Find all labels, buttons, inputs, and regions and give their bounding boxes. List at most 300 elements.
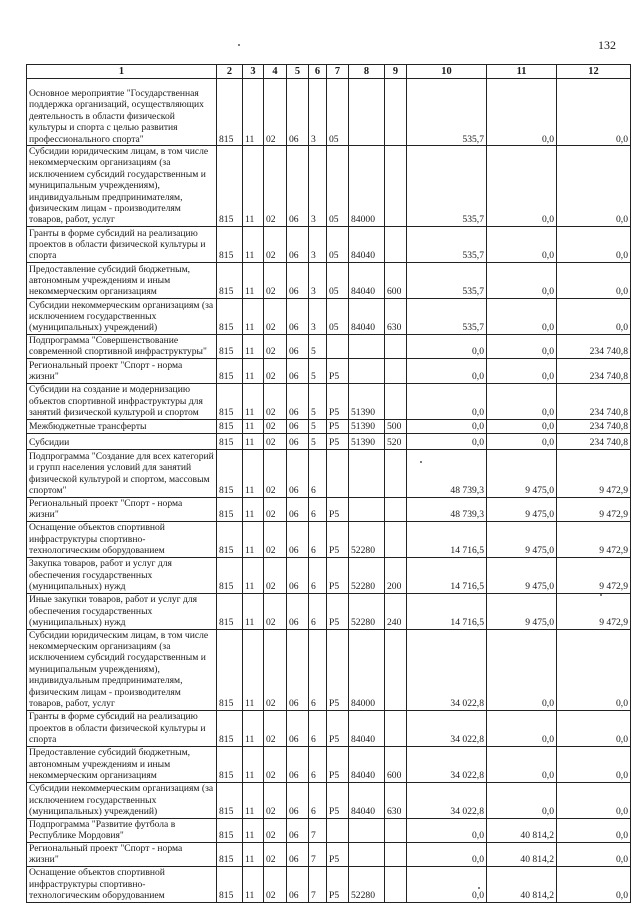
- scan-speck: [478, 887, 480, 889]
- col10-value: 48 739,3: [407, 497, 487, 521]
- table-row: [27, 298, 631, 334]
- col8-cell: [349, 842, 385, 866]
- col12-value: 0,0: [557, 710, 631, 746]
- col2-cell: 815: [217, 298, 243, 334]
- col4-cell: 02: [264, 334, 287, 358]
- row-name: Основное мероприятие "Государственная поддержка организаций, осуществляющих деятельность в области физической культуры и спорта с целью развития профессионального спорта": [27, 79, 217, 146]
- col5-cell: 06: [287, 497, 309, 521]
- col4-cell: 02: [264, 629, 287, 710]
- col9-cell: 600: [385, 262, 407, 298]
- col11-value: 0,0: [487, 746, 557, 782]
- row-name: Региональный проект "Спорт - норма жизни": [27, 358, 217, 383]
- col12-value: 234 740,8: [557, 419, 631, 433]
- col2-cell: 815: [217, 521, 243, 557]
- col3-cell: 11: [243, 818, 264, 842]
- col8-cell: 84040: [349, 710, 385, 746]
- col10-value: 535,7: [407, 262, 487, 298]
- col7-cell: P5: [327, 433, 349, 449]
- col9-cell: [385, 497, 407, 521]
- col11-value: 0,0: [487, 710, 557, 746]
- col3-cell: 11: [243, 782, 264, 818]
- col6-cell: 7: [309, 842, 327, 866]
- col2-cell: 815: [217, 746, 243, 782]
- col7-cell: P5: [327, 866, 349, 902]
- col7-cell: 05: [327, 262, 349, 298]
- col5-cell: 06: [287, 419, 309, 433]
- col12-value: 0,0: [557, 226, 631, 262]
- col9-cell: [385, 842, 407, 866]
- row-name: Предоставление субсидий бюджетным, автономным учреждениям и иным некоммерческим организациям: [27, 746, 217, 782]
- col10-value: 14 716,5: [407, 521, 487, 557]
- col4-cell: 02: [264, 419, 287, 433]
- col11-value: 0,0: [487, 358, 557, 383]
- col10-value: 535,7: [407, 298, 487, 334]
- col10-value: 14 716,5: [407, 557, 487, 593]
- row-name: Субсидии: [27, 433, 217, 449]
- col2-cell: 815: [217, 146, 243, 227]
- col3-cell: 11: [243, 629, 264, 710]
- col4-cell: 02: [264, 866, 287, 902]
- table-row: [27, 710, 631, 746]
- col11-value: 0,0: [487, 782, 557, 818]
- col10-value: 0,0: [407, 383, 487, 419]
- col6-cell: 6: [309, 782, 327, 818]
- col9-cell: [385, 358, 407, 383]
- col11-value: 9 475,0: [487, 557, 557, 593]
- col4-cell: 02: [264, 358, 287, 383]
- col9-cell: 630: [385, 298, 407, 334]
- col2-cell: 815: [217, 866, 243, 902]
- col5-cell: 06: [287, 557, 309, 593]
- table-row: [27, 866, 631, 902]
- col11-value: 9 475,0: [487, 593, 557, 629]
- col6-cell: 7: [309, 866, 327, 902]
- col7-cell: [327, 818, 349, 842]
- col4-cell: 02: [264, 226, 287, 262]
- col12-value: 9 472,9: [557, 497, 631, 521]
- table-row: [27, 593, 631, 629]
- col7-cell: P5: [327, 497, 349, 521]
- row-name: Гранты в форме субсидий на реализацию проектов в области физической культуры и спорта: [27, 226, 217, 262]
- col6-cell: 6: [309, 593, 327, 629]
- table-row: [27, 146, 631, 227]
- col6-cell: 3: [309, 262, 327, 298]
- col7-cell: 05: [327, 79, 349, 146]
- col5-cell: 06: [287, 262, 309, 298]
- col12-value: 0,0: [557, 782, 631, 818]
- col8-cell: 51390: [349, 419, 385, 433]
- col7-cell: [327, 449, 349, 497]
- col10-value: 0,0: [407, 419, 487, 433]
- col-header: 10: [407, 65, 487, 79]
- col2-cell: 815: [217, 449, 243, 497]
- col9-cell: [385, 383, 407, 419]
- col9-cell: [385, 334, 407, 358]
- col6-cell: 6: [309, 449, 327, 497]
- col10-value: 0,0: [407, 334, 487, 358]
- col4-cell: 02: [264, 710, 287, 746]
- row-name: Гранты в форме субсидий на реализацию проектов в области физической культуры и спорта: [27, 710, 217, 746]
- table-row: [27, 782, 631, 818]
- col9-cell: [385, 146, 407, 227]
- row-name: Региональный проект "Спорт - норма жизни": [27, 497, 217, 521]
- col9-cell: [385, 226, 407, 262]
- col12-value: 9 472,9: [557, 521, 631, 557]
- col3-cell: 11: [243, 383, 264, 419]
- col8-cell: [349, 358, 385, 383]
- col4-cell: 02: [264, 383, 287, 419]
- col11-value: 0,0: [487, 433, 557, 449]
- col4-cell: 02: [264, 557, 287, 593]
- col8-cell: 51390: [349, 383, 385, 419]
- col10-value: 0,0: [407, 842, 487, 866]
- col6-cell: 6: [309, 521, 327, 557]
- col9-cell: [385, 866, 407, 902]
- col6-cell: 5: [309, 358, 327, 383]
- col8-cell: 52280: [349, 521, 385, 557]
- col-header: 1: [27, 65, 217, 79]
- col9-cell: 240: [385, 593, 407, 629]
- col12-value: 0,0: [557, 262, 631, 298]
- col4-cell: 02: [264, 146, 287, 227]
- col4-cell: 02: [264, 298, 287, 334]
- col11-value: 0,0: [487, 419, 557, 433]
- col11-value: 0,0: [487, 629, 557, 710]
- col7-cell: P5: [327, 358, 349, 383]
- col11-value: 0,0: [487, 334, 557, 358]
- col6-cell: 5: [309, 433, 327, 449]
- col9-cell: [385, 79, 407, 146]
- table-row: [27, 629, 631, 710]
- col3-cell: 11: [243, 449, 264, 497]
- row-name: Подпрограмма "Создание для всех категорий и групп населения условий для занятий физической культурой и спортом, массовым спортом": [27, 449, 217, 497]
- col10-value: 0,0: [407, 866, 487, 902]
- col10-value: 0,0: [407, 433, 487, 449]
- col7-cell: 05: [327, 226, 349, 262]
- row-name: Оснащение объектов спортивной инфраструктуры спортивно-технологическим оборудованием: [27, 866, 217, 902]
- col2-cell: 815: [217, 358, 243, 383]
- col12-value: 234 740,8: [557, 433, 631, 449]
- col5-cell: 06: [287, 710, 309, 746]
- col12-value: 0,0: [557, 629, 631, 710]
- col10-value: 0,0: [407, 358, 487, 383]
- col3-cell: 11: [243, 710, 264, 746]
- col3-cell: 11: [243, 842, 264, 866]
- col4-cell: 02: [264, 262, 287, 298]
- scan-speck: [238, 44, 240, 46]
- col5-cell: 06: [287, 521, 309, 557]
- col2-cell: 815: [217, 629, 243, 710]
- col3-cell: 11: [243, 146, 264, 227]
- budget-table: [26, 64, 631, 903]
- table-row: [27, 521, 631, 557]
- col3-cell: 11: [243, 358, 264, 383]
- col2-cell: 815: [217, 842, 243, 866]
- col11-value: 0,0: [487, 262, 557, 298]
- col11-value: 0,0: [487, 226, 557, 262]
- col6-cell: 6: [309, 746, 327, 782]
- col10-value: 0,0: [407, 818, 487, 842]
- col6-cell: 7: [309, 818, 327, 842]
- col2-cell: 815: [217, 419, 243, 433]
- col10-value: 535,7: [407, 79, 487, 146]
- col9-cell: [385, 629, 407, 710]
- col6-cell: 6: [309, 629, 327, 710]
- table-row: [27, 557, 631, 593]
- col5-cell: 06: [287, 79, 309, 146]
- col3-cell: 11: [243, 866, 264, 902]
- col5-cell: 06: [287, 593, 309, 629]
- col8-cell: [349, 449, 385, 497]
- col8-cell: 84040: [349, 262, 385, 298]
- col3-cell: 11: [243, 497, 264, 521]
- col5-cell: 06: [287, 334, 309, 358]
- row-name: Подпрограмма "Совершенствование современной спортивной инфраструктуры": [27, 334, 217, 358]
- col9-cell: 520: [385, 433, 407, 449]
- col12-value: 0,0: [557, 746, 631, 782]
- col5-cell: 06: [287, 866, 309, 902]
- col4-cell: 02: [264, 497, 287, 521]
- col8-cell: 84040: [349, 298, 385, 334]
- col2-cell: 815: [217, 334, 243, 358]
- col4-cell: 02: [264, 433, 287, 449]
- col3-cell: 11: [243, 557, 264, 593]
- col2-cell: 815: [217, 710, 243, 746]
- col12-value: 0,0: [557, 842, 631, 866]
- col-header: 3: [243, 65, 264, 79]
- table-row: [27, 449, 631, 497]
- col7-cell: P5: [327, 842, 349, 866]
- col11-value: 0,0: [487, 79, 557, 146]
- table-row: [27, 383, 631, 419]
- col5-cell: 06: [287, 226, 309, 262]
- col12-value: 9 472,9: [557, 557, 631, 593]
- col4-cell: 02: [264, 842, 287, 866]
- col7-cell: P5: [327, 629, 349, 710]
- col5-cell: 06: [287, 433, 309, 449]
- col12-value: 0,0: [557, 79, 631, 146]
- col10-value: 48 739,3: [407, 449, 487, 497]
- col4-cell: 02: [264, 746, 287, 782]
- row-name: Закупка товаров, работ и услуг для обеспечения государственных (муниципальных) нужд: [27, 557, 217, 593]
- col5-cell: 06: [287, 358, 309, 383]
- col5-cell: 06: [287, 383, 309, 419]
- col8-cell: 52280: [349, 866, 385, 902]
- col2-cell: 815: [217, 557, 243, 593]
- col6-cell: 5: [309, 334, 327, 358]
- col10-value: 14 716,5: [407, 593, 487, 629]
- table-row: [27, 419, 631, 433]
- col11-value: 9 475,0: [487, 521, 557, 557]
- col3-cell: 11: [243, 746, 264, 782]
- col-header: 11: [487, 65, 557, 79]
- col7-cell: [327, 334, 349, 358]
- col10-value: 535,7: [407, 226, 487, 262]
- col8-cell: 84040: [349, 782, 385, 818]
- col11-value: 9 475,0: [487, 449, 557, 497]
- col3-cell: 11: [243, 226, 264, 262]
- col8-cell: 51390: [349, 433, 385, 449]
- col3-cell: 11: [243, 334, 264, 358]
- col6-cell: 6: [309, 497, 327, 521]
- scan-speck: [600, 594, 602, 596]
- col6-cell: 5: [309, 419, 327, 433]
- col7-cell: P5: [327, 419, 349, 433]
- col2-cell: 815: [217, 383, 243, 419]
- col-header: 8: [349, 65, 385, 79]
- scan-speck: [420, 461, 422, 463]
- col9-cell: 200: [385, 557, 407, 593]
- col7-cell: P5: [327, 383, 349, 419]
- table-row: [27, 334, 631, 358]
- col11-value: 9 475,0: [487, 497, 557, 521]
- col4-cell: 02: [264, 782, 287, 818]
- col-header: 5: [287, 65, 309, 79]
- col12-value: 0,0: [557, 146, 631, 227]
- col5-cell: 06: [287, 842, 309, 866]
- table-row: [27, 842, 631, 866]
- col-header: 12: [557, 65, 631, 79]
- col3-cell: 11: [243, 593, 264, 629]
- col10-value: 34 022,8: [407, 746, 487, 782]
- col4-cell: 02: [264, 449, 287, 497]
- col7-cell: P5: [327, 557, 349, 593]
- row-name: Субсидии некоммерческим организациям (за исключением государственных (муниципальных) учреждений): [27, 782, 217, 818]
- page-number: 132: [598, 38, 616, 52]
- col6-cell: 6: [309, 710, 327, 746]
- col5-cell: 06: [287, 146, 309, 227]
- col4-cell: 02: [264, 79, 287, 146]
- col5-cell: 06: [287, 746, 309, 782]
- col11-value: 0,0: [487, 298, 557, 334]
- col2-cell: 815: [217, 593, 243, 629]
- col-header: 7: [327, 65, 349, 79]
- col7-cell: 05: [327, 146, 349, 227]
- col11-value: 40 814,2: [487, 842, 557, 866]
- col8-cell: 84000: [349, 629, 385, 710]
- col9-cell: 500: [385, 419, 407, 433]
- col9-cell: 630: [385, 782, 407, 818]
- col7-cell: P5: [327, 593, 349, 629]
- col-header: 2: [217, 65, 243, 79]
- col8-cell: 84000: [349, 146, 385, 227]
- table-body: [27, 79, 631, 903]
- row-name: Субсидии юридическим лицам, в том числе некоммерческим организациям (за исключением субсидий государственным и муниципальным учреждениям), индивидуальным предпринимателям, физическим лицам - производителям товаров, работ, услуг: [27, 629, 217, 710]
- col5-cell: 06: [287, 298, 309, 334]
- col9-cell: 600: [385, 746, 407, 782]
- col6-cell: 5: [309, 383, 327, 419]
- col5-cell: 06: [287, 629, 309, 710]
- row-name: Иные закупки товаров, работ и услуг для обеспечения государственных (муниципальных) нужд: [27, 593, 217, 629]
- col12-value: 0,0: [557, 866, 631, 902]
- col7-cell: 05: [327, 298, 349, 334]
- col9-cell: [385, 818, 407, 842]
- col2-cell: 815: [217, 79, 243, 146]
- col5-cell: 06: [287, 818, 309, 842]
- col2-cell: 815: [217, 818, 243, 842]
- col12-value: 0,0: [557, 298, 631, 334]
- col8-cell: 84040: [349, 746, 385, 782]
- table-row: [27, 433, 631, 449]
- row-name: Субсидии юридическим лицам, в том числе некоммерческим организациям (за исключением субсидий государственным и муниципальным учреждениям), индивидуальным предпринимателям, физическим лицам - производителям товаров, работ, услуг: [27, 146, 217, 227]
- col12-value: 0,0: [557, 818, 631, 842]
- col2-cell: 815: [217, 433, 243, 449]
- col12-value: 9 472,9: [557, 449, 631, 497]
- col12-value: 9 472,9: [557, 593, 631, 629]
- row-name: Межбюджетные трансферты: [27, 419, 217, 433]
- col11-value: 0,0: [487, 383, 557, 419]
- col7-cell: P5: [327, 782, 349, 818]
- col10-value: 535,7: [407, 146, 487, 227]
- col8-cell: 52280: [349, 557, 385, 593]
- col4-cell: 02: [264, 818, 287, 842]
- col7-cell: P5: [327, 746, 349, 782]
- col10-value: 34 022,8: [407, 629, 487, 710]
- col3-cell: 11: [243, 521, 264, 557]
- col9-cell: [385, 710, 407, 746]
- col5-cell: 06: [287, 449, 309, 497]
- col3-cell: 11: [243, 419, 264, 433]
- col6-cell: 3: [309, 298, 327, 334]
- col9-cell: [385, 449, 407, 497]
- col3-cell: 11: [243, 262, 264, 298]
- col2-cell: 815: [217, 782, 243, 818]
- table-row: [27, 746, 631, 782]
- row-name: Субсидии на создание и модернизацию объектов спортивной инфраструктуры для занятий физической культурой и спортом: [27, 383, 217, 419]
- row-name: Региональный проект "Спорт - норма жизни": [27, 842, 217, 866]
- col11-value: 0,0: [487, 146, 557, 227]
- col8-cell: [349, 334, 385, 358]
- col6-cell: 3: [309, 79, 327, 146]
- col5-cell: 06: [287, 782, 309, 818]
- col3-cell: 11: [243, 433, 264, 449]
- col4-cell: 02: [264, 593, 287, 629]
- col6-cell: 6: [309, 557, 327, 593]
- col11-value: 40 814,2: [487, 818, 557, 842]
- table-row: [27, 818, 631, 842]
- row-name: Оснащение объектов спортивной инфраструктуры спортивно-технологическим оборудованием: [27, 521, 217, 557]
- col6-cell: 3: [309, 146, 327, 227]
- table-header-row: [27, 65, 631, 79]
- col4-cell: 02: [264, 521, 287, 557]
- col8-cell: [349, 497, 385, 521]
- col8-cell: [349, 79, 385, 146]
- col2-cell: 815: [217, 497, 243, 521]
- col-header: 6: [309, 65, 327, 79]
- col8-cell: 52280: [349, 593, 385, 629]
- col8-cell: [349, 818, 385, 842]
- col-header: 4: [264, 65, 287, 79]
- table-row: [27, 497, 631, 521]
- col8-cell: 84040: [349, 226, 385, 262]
- col12-value: 234 740,8: [557, 358, 631, 383]
- col3-cell: 11: [243, 298, 264, 334]
- col11-value: 40 814,2: [487, 866, 557, 902]
- col-header: 9: [385, 65, 407, 79]
- table-row: [27, 358, 631, 383]
- col9-cell: [385, 521, 407, 557]
- table-row: [27, 79, 631, 146]
- col6-cell: 3: [309, 226, 327, 262]
- row-name: Субсидии некоммерческим организациям (за исключением государственных (муниципальных) учреждений): [27, 298, 217, 334]
- col7-cell: P5: [327, 710, 349, 746]
- col3-cell: 11: [243, 79, 264, 146]
- row-name: Предоставление субсидий бюджетным, автономным учреждениям и иным некоммерческим организациям: [27, 262, 217, 298]
- col10-value: 34 022,8: [407, 710, 487, 746]
- col12-value: 234 740,8: [557, 383, 631, 419]
- col12-value: 234 740,8: [557, 334, 631, 358]
- row-name: Подпрограмма "Развитие футбола в Республике Мордовия": [27, 818, 217, 842]
